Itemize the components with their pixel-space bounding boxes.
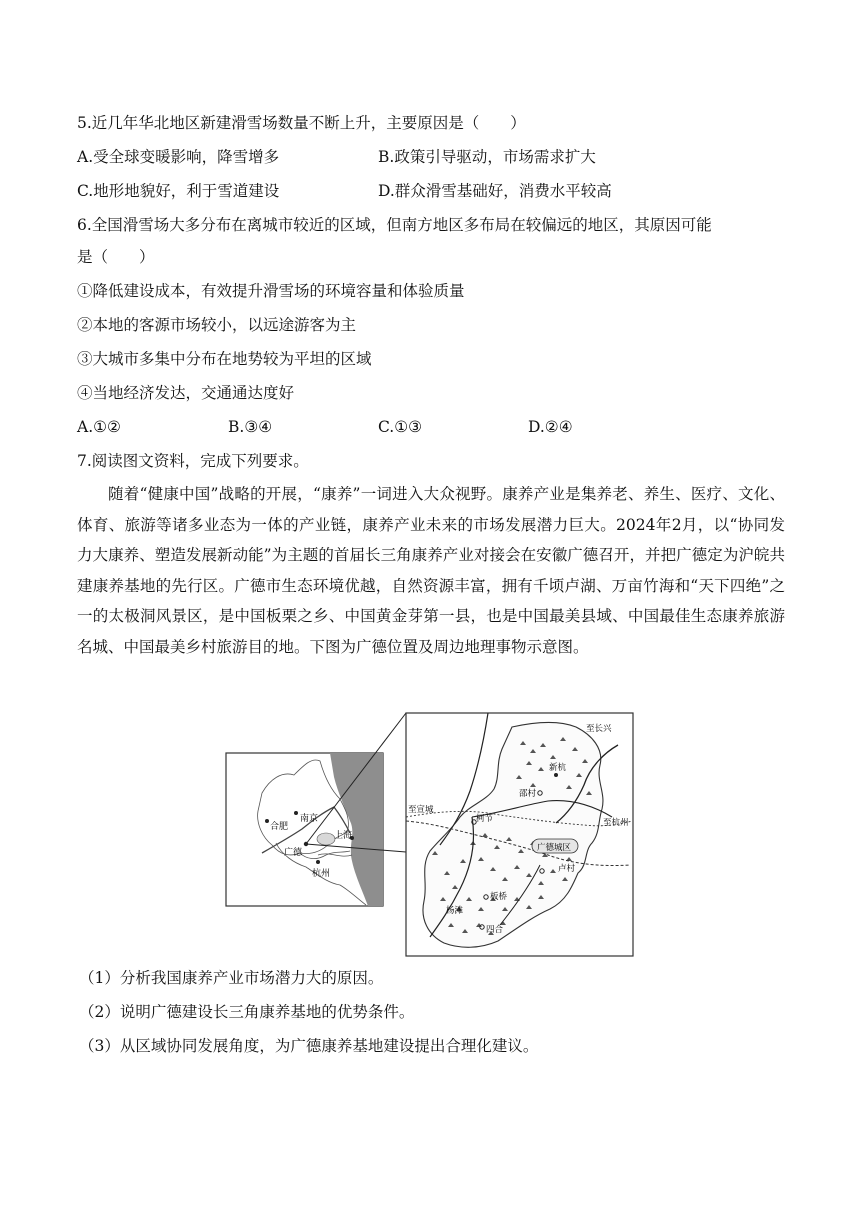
inset-label-nanjing: 南京 xyxy=(300,814,319,824)
label-urban: 广德城区 xyxy=(537,843,572,853)
q6-stem-line1: 6.全国滑雪场大多分布在离城市较近的区域，但南方地区多布局在较偏远的地区，其原因可能 xyxy=(77,216,712,234)
guangde-location-map xyxy=(0,705,860,965)
label-lucun: 卢村 xyxy=(558,864,576,874)
q6-option-b: B.③④ xyxy=(228,418,273,436)
q7-sub-3: （3）从区域协同发展角度，为广德康养基地建设提出合理化建议。 xyxy=(79,1037,539,1055)
label-shaocun: 邵村 xyxy=(519,789,537,799)
inset-label-shanghai: 上海 xyxy=(334,831,353,841)
inset-label-hefei: 合肥 xyxy=(270,822,289,832)
q6-stem-line2: 是（ ） xyxy=(77,248,155,266)
label-to-changxing: 至长兴 xyxy=(586,724,612,734)
label-banqiao: 板桥 xyxy=(490,892,508,902)
q6-option-d: D.②④ xyxy=(528,418,573,436)
q5-option-d: D.群众滑雪基础好，消费水平较高 xyxy=(378,182,612,200)
label-to-hangzhou: 至杭州 xyxy=(603,818,629,828)
q6-option-a: A.①② xyxy=(77,418,121,436)
q7-stem: 7.阅读图文资料，完成下列要求。 xyxy=(77,452,309,470)
q7-sub-1: （1）分析我国康养产业市场潜力大的原因。 xyxy=(79,969,384,987)
inset-label-hangzhou: 杭州 xyxy=(312,869,331,879)
q6-option-c: C.①③ xyxy=(378,418,423,436)
inset-map xyxy=(226,753,383,906)
q6-item-2: ②本地的客源市场较小，以远途游客为主 xyxy=(77,316,357,334)
label-sihe: 四合 xyxy=(486,925,504,935)
label-yangtan: 杨滩 xyxy=(446,906,464,916)
q6-item-4: ④当地经济发达，交通通达度好 xyxy=(77,384,295,402)
detail-map xyxy=(406,713,633,956)
q6-item-1: ①降低建设成本，有效提升滑雪场的环境容量和体验质量 xyxy=(77,282,465,300)
q7-passage: 随着“健康中国”战略的开展，“康养”一词进入大众视野。康养产业是集养老、养生、医疗、文化、体育、旅游等诸多业态为一体的产业链，康养产业未来的市场发展潜力巨大。2024年2月，以“协同发力大康养、塑造发展新动能”为主题的首届长三角康养产业对接会在安徽广德召开，并把广德定为沪皖共建康养基地的先行区。广德市生态环境优越，自然资源丰富，拥有千顷卢湖、万亩竹海和“天下四绝”之一的太极洞风景区，是中国板栗之乡、中国黄金芽第一县，也是中国最美县域、中国最佳生态康养旅游名城、中国最美乡村旅游目的地。下图为广德位置及周边地理事物示意图。 xyxy=(77,485,785,656)
label-dongting: 柯节 xyxy=(476,814,494,824)
q5-option-b: B.政策引导驱动，市场需求扩大 xyxy=(378,148,596,166)
q5-stem: 5.近几年华北地区新建滑雪场数量不断上升，主要原因是（ ） xyxy=(77,114,526,132)
q6-item-3: ③大城市多集中分布在地势较为平坦的区域 xyxy=(77,350,372,368)
label-to-xuancheng: 至宣城 xyxy=(408,805,434,815)
q7-sub-2: （2）说明广德建设长三角康养基地的优势条件。 xyxy=(79,1003,415,1021)
inset-label-guangde: 广德 xyxy=(284,848,303,858)
q5-option-c: C.地形地貌好，利于雪道建设 xyxy=(77,182,280,200)
q5-option-a: A.受全球变暖影响，降雪增多 xyxy=(77,148,280,166)
label-xinhang: 新杭 xyxy=(549,763,567,773)
